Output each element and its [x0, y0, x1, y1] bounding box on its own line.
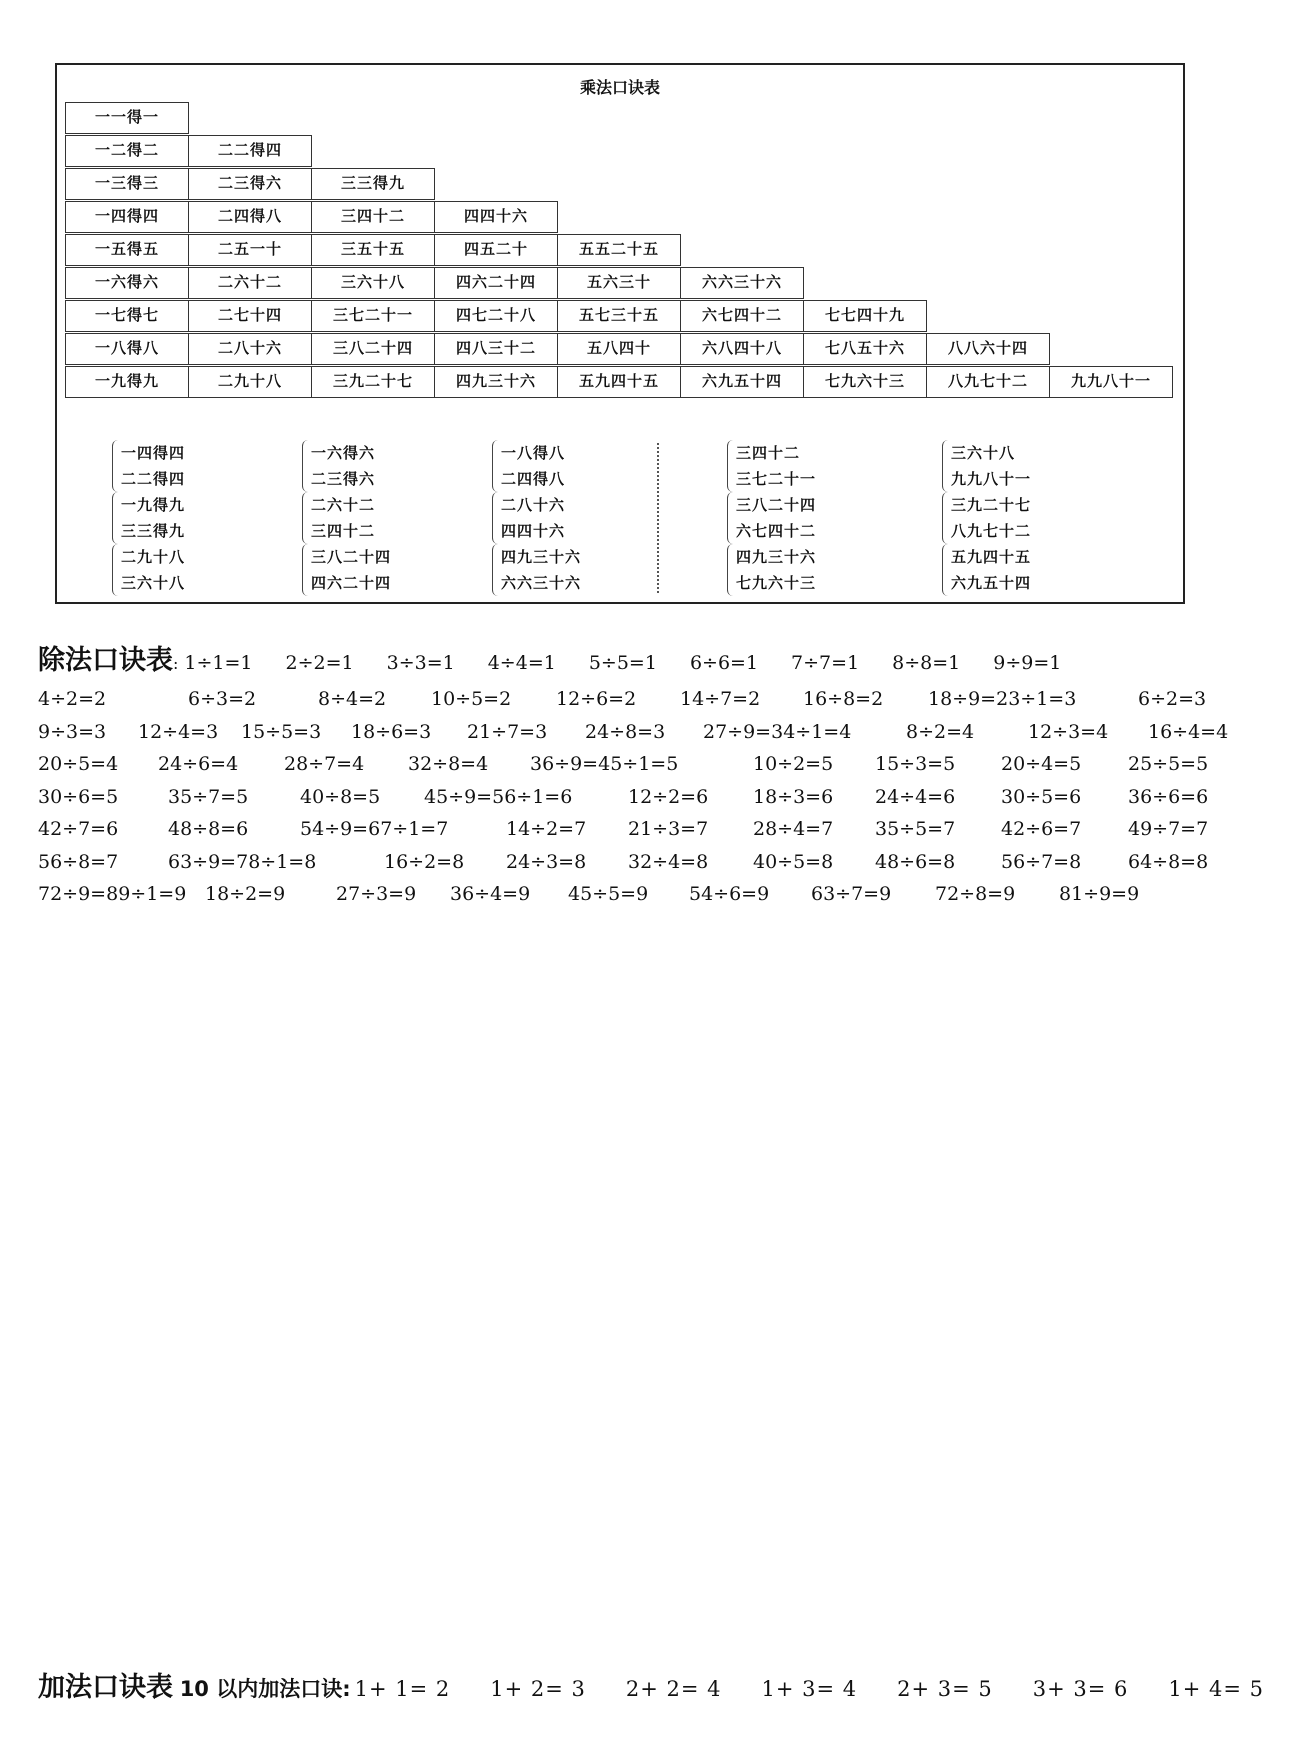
- pair-line: 二六十二: [311, 496, 376, 514]
- division-fact: 40÷8=5: [300, 785, 381, 808]
- pair-line: 四九三十六: [501, 548, 582, 566]
- pairs-divider: [657, 443, 659, 593]
- pair-line: 五九四十五: [951, 548, 1032, 566]
- multiplication-pair: [942, 492, 1111, 544]
- multiplication-cell: 四四十六: [434, 201, 558, 233]
- division-fact: 56÷7=8: [1001, 850, 1082, 873]
- division-row: [38, 851, 1238, 877]
- addition-heading-line: [38, 1665, 1304, 1704]
- division-heading: 除法口诀表: [38, 645, 173, 676]
- division-fact: 54÷9=67÷1=7: [300, 818, 449, 840]
- multiplication-cell: 三五十五: [311, 234, 435, 266]
- division-fact: 8÷2=4: [906, 720, 975, 743]
- multiplication-cell: 一三得三: [65, 168, 189, 200]
- division-fact: 42÷6=7: [1001, 818, 1082, 840]
- pair-line: 七九六十三: [736, 574, 817, 592]
- pair-line: 八九七十二: [951, 522, 1032, 540]
- multiplication-cell: 五六三十: [557, 267, 681, 299]
- division-fact: 28÷7=4: [284, 753, 365, 775]
- multiplication-cell: 一八得八: [65, 333, 189, 365]
- pair-line: 三七二十一: [736, 470, 817, 488]
- multiplication-cell: 一二得二: [65, 135, 189, 167]
- pair-line: 一八得八: [501, 444, 566, 462]
- addition-fact: 1+ 4= 5: [1168, 1677, 1264, 1701]
- multiplication-cell: 七七四十九: [803, 300, 927, 332]
- addition-fact: 1+ 1= 2: [354, 1677, 451, 1701]
- multiplication-pair: [727, 440, 896, 492]
- multiplication-pair: [112, 492, 281, 544]
- multiplication-cell: 二四得八: [188, 201, 312, 233]
- multiplication-pair: [112, 544, 281, 596]
- pair-line: 三四十二: [736, 444, 801, 462]
- division-fact: 24÷6=4: [158, 753, 239, 775]
- division-fact: 32÷4=8: [628, 850, 709, 873]
- division-fact: 42÷7=6: [38, 818, 119, 840]
- multiplication-title: 乘法口诀表: [579, 78, 660, 97]
- division-fact: 48÷8=6: [168, 818, 249, 840]
- multiplication-cell: 六八四十八: [680, 333, 804, 365]
- division-fact: 18÷3=6: [753, 785, 834, 808]
- division-fact: 63÷7=9: [811, 883, 892, 905]
- division-fact: 49÷7=7: [1128, 818, 1209, 840]
- multiplication-cell: 二五一十: [188, 234, 312, 266]
- multiplication-pair: [727, 492, 896, 544]
- division-fact: 36÷6=6: [1128, 785, 1209, 808]
- multiplication-cell: 三四十二: [311, 201, 435, 233]
- division-fact: 81÷9=9: [1059, 883, 1140, 905]
- multiplication-cell: 二八十六: [188, 333, 312, 365]
- division-fact: 12÷6=2: [556, 688, 637, 710]
- multiplication-cell: 三六十八: [311, 267, 435, 299]
- pair-line: 三九二十七: [951, 496, 1032, 514]
- division-fact: 4÷2=2: [38, 688, 107, 710]
- division-fact: 21÷7=3: [467, 720, 548, 743]
- pair-line: 四四十六: [501, 522, 566, 540]
- addition-subheading: 10 以内加法口诀:: [179, 1677, 351, 1701]
- division-fact: 14÷7=2: [680, 688, 761, 710]
- division-fact: 45÷9=56÷1=6: [424, 785, 573, 808]
- pair-line: 二八十六: [501, 496, 566, 514]
- multiplication-cell: 一四得四: [65, 201, 189, 233]
- addition-fact: 1+ 2= 3: [490, 1677, 586, 1701]
- division-fact: 16÷2=8: [384, 850, 465, 873]
- division-fact: 18÷2=9: [205, 883, 286, 905]
- division-fact: 36÷4=9: [450, 883, 531, 905]
- multiplication-cell: 一五得五: [65, 234, 189, 266]
- multiplication-cell: 五五二十五: [557, 234, 681, 266]
- division-fact: 10÷5=2: [431, 688, 512, 710]
- division-fact: 20÷5=4: [38, 753, 119, 775]
- pair-line: 一四得四: [121, 444, 186, 462]
- multiplication-table: [55, 63, 1185, 604]
- pair-line: 六九五十四: [951, 574, 1032, 592]
- multiplication-cell: 三八二十四: [311, 333, 435, 365]
- multiplication-cell: 五九四十五: [557, 366, 681, 398]
- division-fact: 40÷5=8: [753, 850, 834, 873]
- division-fact: 24÷4=6: [875, 785, 956, 808]
- multiplication-cell: 四九三十六: [434, 366, 558, 398]
- multiplication-pair: [302, 492, 471, 544]
- multiplication-cell: 六六三十六: [680, 267, 804, 299]
- pair-line: 一六得六: [311, 444, 376, 462]
- division-fact: 25÷5=5: [1128, 753, 1209, 775]
- division-fact: 3÷3=1: [386, 652, 455, 674]
- division-heading-colon: :: [173, 654, 179, 673]
- division-row: [38, 786, 1238, 812]
- division-fact: 8÷4=2: [318, 688, 387, 710]
- division-fact: 35÷5=7: [875, 818, 956, 840]
- division-fact: 20÷4=5: [1001, 753, 1082, 775]
- division-fact: 18÷6=3: [351, 720, 432, 743]
- multiplication-pair: [727, 544, 896, 596]
- division-fact: 10÷2=5: [753, 753, 834, 775]
- division-fact: 4÷4=1: [487, 652, 556, 674]
- multiplication-pair: [492, 440, 661, 492]
- multiplication-cell: 四七二十八: [434, 300, 558, 332]
- division-fact: 9÷9=1: [993, 652, 1062, 674]
- addition-heading: 加法口诀表: [38, 1672, 173, 1703]
- multiplication-pair: [492, 492, 661, 544]
- multiplication-pair: [302, 440, 471, 492]
- division-fact: 15÷3=5: [875, 753, 956, 775]
- multiplication-cell: 五七三十五: [557, 300, 681, 332]
- multiplication-cell: 二九十八: [188, 366, 312, 398]
- division-row: [38, 883, 1238, 909]
- pair-line: 六六三十六: [501, 574, 582, 592]
- division-fact: 24÷3=8: [506, 850, 587, 873]
- division-fact: 24÷8=3: [585, 720, 666, 743]
- division-fact: 72÷9=89÷1=9: [38, 883, 187, 905]
- multiplication-cell: 七九六十三: [803, 366, 927, 398]
- division-fact: 14÷2=7: [506, 818, 587, 840]
- multiplication-pair: [942, 440, 1111, 492]
- division-fact: 36÷9=45÷1=5: [530, 753, 679, 775]
- division-fact: 15÷5=3: [241, 720, 322, 743]
- multiplication-cell: 四八三十二: [434, 333, 558, 365]
- multiplication-cell: 九九八十一: [1049, 366, 1173, 398]
- division-fact: 27÷9=34÷1=4: [703, 720, 852, 743]
- division-fact: 6÷3=2: [188, 688, 257, 710]
- pair-line: 九九八十一: [951, 470, 1032, 488]
- division-fact: 1÷1=1: [184, 652, 253, 674]
- pair-line: 二三得六: [311, 470, 376, 488]
- pair-line: 六七四十二: [736, 522, 817, 540]
- multiplication-cell: 三三得九: [311, 168, 435, 200]
- addition-fact: 2+ 3= 5: [897, 1677, 993, 1701]
- division-fact: 8÷8=1: [892, 652, 961, 674]
- division-fact: 30÷5=6: [1001, 785, 1082, 808]
- multiplication-cell: 七八五十六: [803, 333, 927, 365]
- addition-fact: 3+ 3= 6: [1032, 1677, 1129, 1701]
- division-fact: 28÷4=7: [753, 818, 834, 840]
- pair-line: 三六十八: [951, 444, 1016, 462]
- pair-line: 二九十八: [121, 548, 186, 566]
- division-row: [38, 688, 1238, 714]
- multiplication-cell: 一九得九: [65, 366, 189, 398]
- multiplication-cell: 一六得六: [65, 267, 189, 299]
- division-fact: 12÷4=3: [138, 720, 219, 743]
- multiplication-cell: 四六二十四: [434, 267, 558, 299]
- division-fact: 63÷9=78÷1=8: [168, 850, 317, 873]
- multiplication-cell: 二六十二: [188, 267, 312, 299]
- division-fact: 12÷2=6: [628, 785, 709, 808]
- division-fact: 6÷6=1: [689, 652, 759, 674]
- division-fact: 35÷7=5: [168, 785, 249, 808]
- pair-line: 三八二十四: [736, 496, 817, 514]
- pair-line: 三三得九: [121, 522, 186, 540]
- pair-line: 三六十八: [121, 574, 186, 592]
- multiplication-pair: [112, 440, 281, 492]
- pair-line: 三八二十四: [311, 548, 392, 566]
- addition-fact: 2+ 2= 4: [625, 1677, 722, 1701]
- multiplication-cell: 五八四十: [557, 333, 681, 365]
- division-fact: 32÷8=4: [408, 753, 489, 775]
- multiplication-cell: 三九二十七: [311, 366, 435, 398]
- division-fact: 27÷3=9: [336, 883, 417, 905]
- multiplication-cell: 一七得七: [65, 300, 189, 332]
- multiplication-cell: 二三得六: [188, 168, 312, 200]
- division-row: [38, 753, 1238, 779]
- multiplication-cell: 四五二十: [434, 234, 558, 266]
- division-fact: 48÷6=8: [875, 850, 956, 873]
- division-first-line: [184, 652, 1094, 674]
- addition-items: [355, 1677, 1304, 1701]
- pair-line: 二二得四: [121, 470, 186, 488]
- multiplication-cell: 三七二十一: [311, 300, 435, 332]
- division-fact: 21÷3=7: [628, 818, 709, 840]
- pair-line: 四九三十六: [736, 548, 817, 566]
- pair-line: 一九得九: [121, 496, 186, 514]
- division-fact: 12÷3=4: [1028, 720, 1109, 743]
- division-fact: 16÷4=4: [1148, 720, 1229, 743]
- division-fact: 5÷5=1: [588, 652, 657, 674]
- division-row: [38, 818, 1238, 844]
- multiplication-pair: [302, 544, 471, 596]
- division-fact: 16÷8=2: [803, 688, 884, 710]
- division-fact: 9÷3=3: [38, 720, 107, 743]
- division-row: [38, 721, 1238, 747]
- multiplication-cell: 六七四十二: [680, 300, 804, 332]
- pair-line: 三四十二: [311, 522, 376, 540]
- division-fact: 2÷2=1: [285, 652, 354, 674]
- pair-line: 四六二十四: [311, 574, 392, 592]
- multiplication-cell: 八八六十四: [926, 333, 1050, 365]
- multiplication-cell: 六九五十四: [680, 366, 804, 398]
- division-fact: 18÷9=23÷1=3: [928, 688, 1077, 710]
- pair-line: 二四得八: [501, 470, 566, 488]
- division-fact: 30÷6=5: [38, 785, 119, 808]
- multiplication-cell: 八九七十二: [926, 366, 1050, 398]
- division-fact: 64÷8=8: [1128, 850, 1209, 873]
- division-fact: 7÷7=1: [791, 652, 860, 674]
- division-fact: 72÷8=9: [935, 883, 1016, 905]
- division-heading-line: [38, 638, 1094, 677]
- addition-fact: 1+ 3= 4: [761, 1677, 858, 1701]
- multiplication-cell: 二二得四: [188, 135, 312, 167]
- multiplication-cell: 一一得一: [65, 102, 189, 134]
- division-fact: 6÷2=3: [1138, 688, 1207, 710]
- multiplication-pair: [492, 544, 661, 596]
- division-fact: 45÷5=9: [568, 883, 649, 905]
- multiplication-pair: [942, 544, 1111, 596]
- division-fact: 54÷6=9: [689, 883, 770, 905]
- division-fact: 56÷8=7: [38, 850, 119, 873]
- multiplication-cell: 二七十四: [188, 300, 312, 332]
